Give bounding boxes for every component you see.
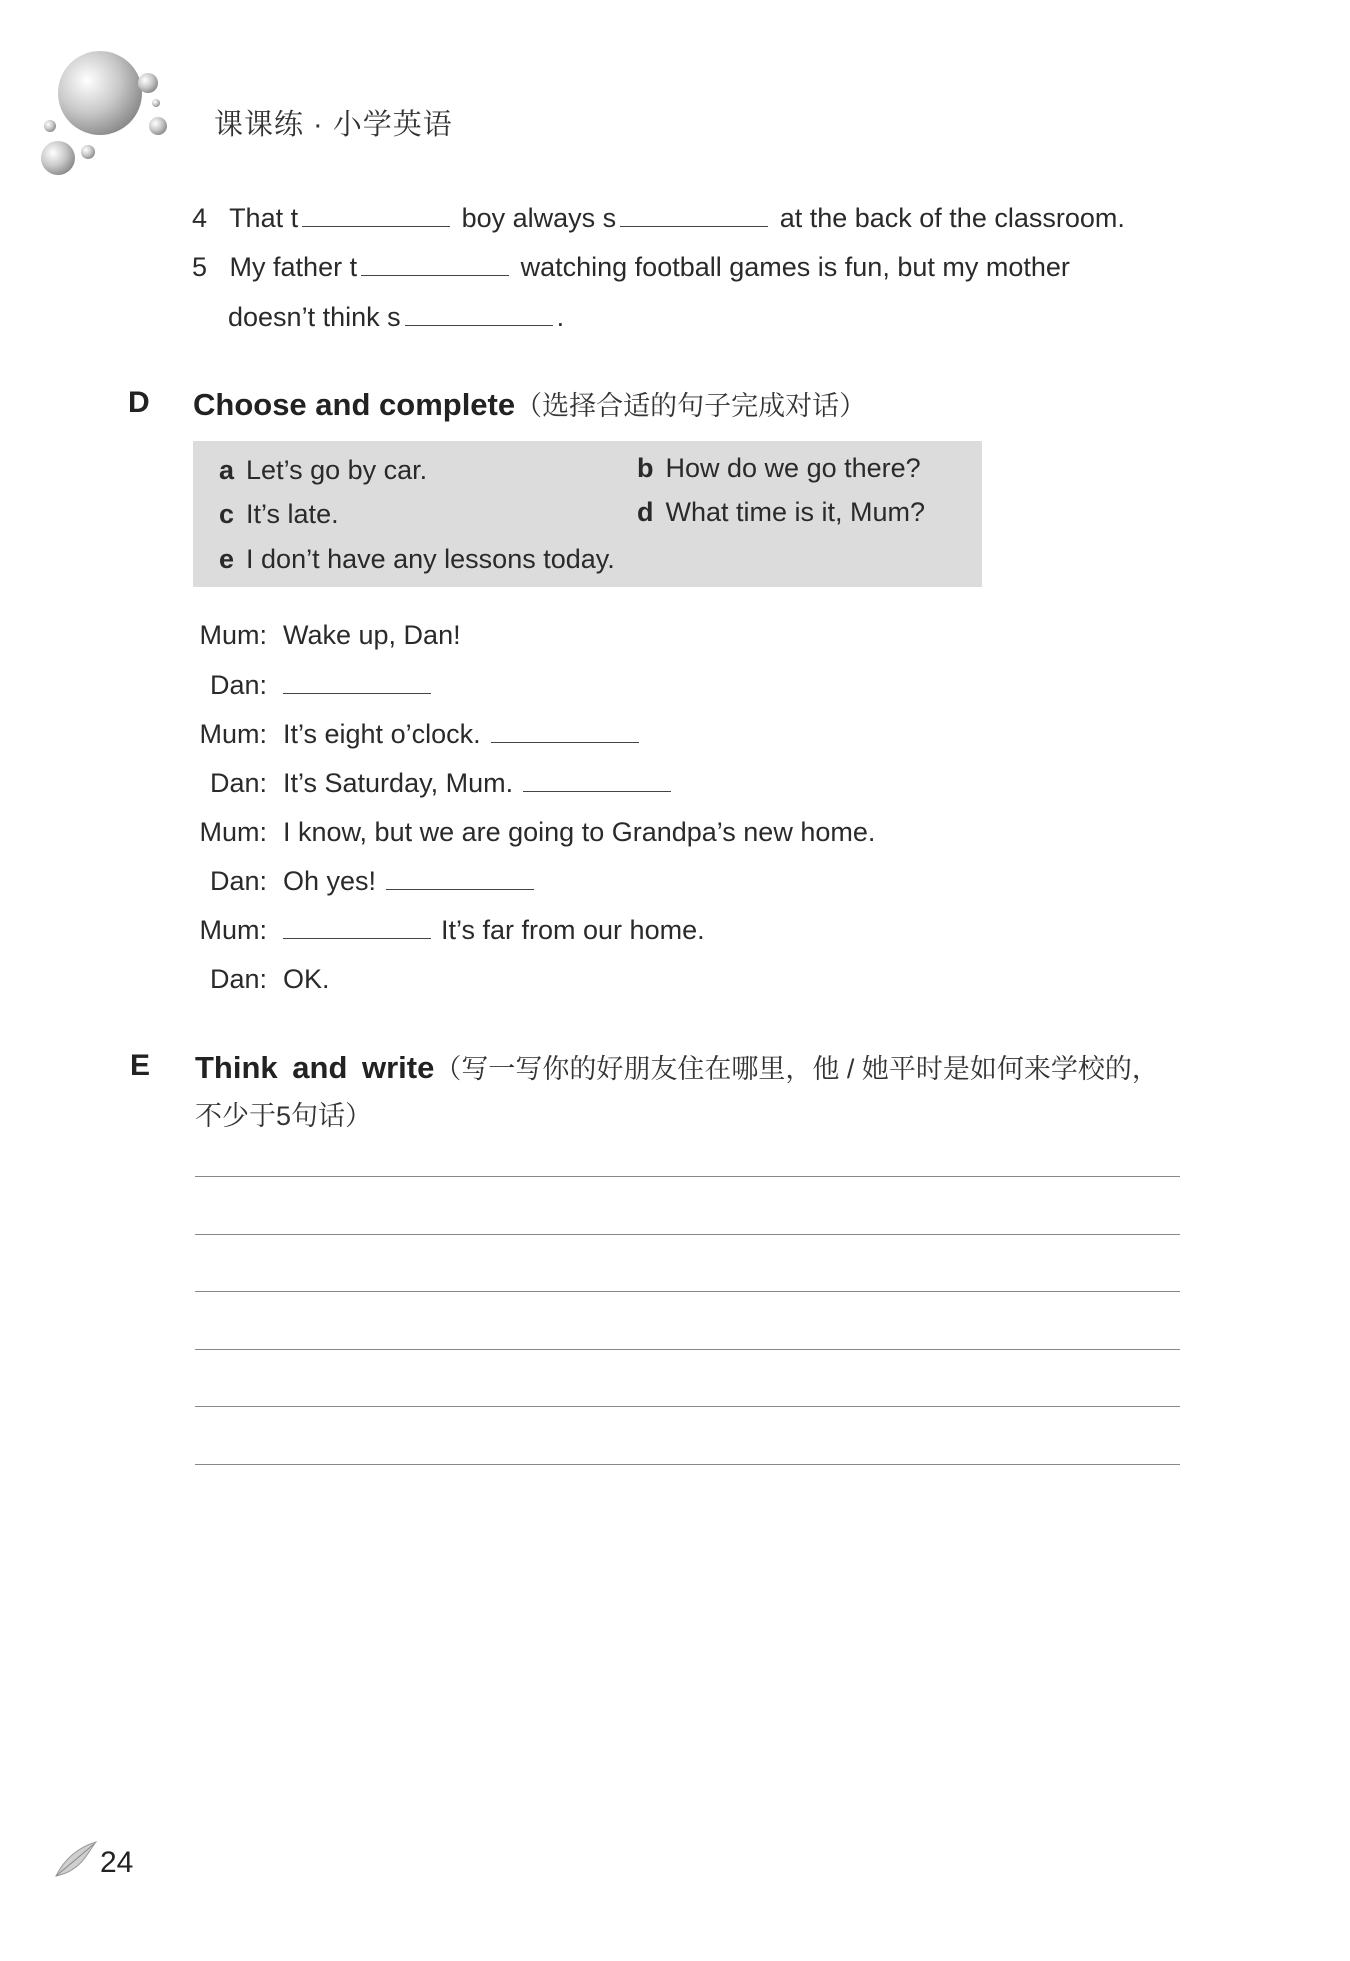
writing-line[interactable] xyxy=(195,1291,1180,1292)
item-text: . xyxy=(556,302,565,332)
dialogue-speaker: Dan: xyxy=(209,866,267,896)
item-number: 4 xyxy=(192,203,208,233)
answer-blank[interactable] xyxy=(283,937,431,939)
dialogue-line: Wake up, Dan! xyxy=(283,620,461,650)
option-b: b How do we go there? xyxy=(637,453,921,483)
dialogue-line: It’s Saturday, Mum. xyxy=(283,768,675,799)
dialogue-speaker: Dan: xyxy=(209,768,267,798)
option-c: c It’s late. xyxy=(219,499,339,529)
item-text: watching football games is fun, but my mother xyxy=(520,252,1070,282)
item-text: That t xyxy=(229,203,299,233)
item-5 xyxy=(192,252,1070,283)
bubbles-decoration-icon xyxy=(30,48,180,188)
item-text: My father t xyxy=(229,252,358,282)
writing-line[interactable] xyxy=(195,1176,1180,1177)
answer-blank[interactable] xyxy=(405,324,553,326)
section-e-note-2: 不少于5句话） xyxy=(195,1101,373,1131)
page-number: 24 xyxy=(100,1846,134,1879)
writing-line[interactable] xyxy=(195,1464,1180,1465)
header-title: 课课练 · 小学英语 xyxy=(214,109,453,141)
dialogue-speaker: Mum: xyxy=(199,817,267,847)
feather-icon xyxy=(54,1838,98,1878)
item-4 xyxy=(192,203,1125,234)
dialogue-line: Oh yes! xyxy=(283,866,538,897)
answer-blank[interactable] xyxy=(491,741,639,743)
item-number: 5 xyxy=(192,252,208,282)
options-box xyxy=(193,441,982,587)
item-text: boy always s xyxy=(461,203,617,233)
dialogue-line: OK. xyxy=(283,964,330,994)
dialogue-speaker: Mum: xyxy=(199,915,267,945)
section-e-note-1: （写一写你的好朋友住在哪里，他 / 她平时是如何来学校的， xyxy=(434,1054,1159,1084)
section-e-title: Think and write xyxy=(195,1050,435,1085)
dialogue-line: I know, but we are going to Grandpa’s new home. xyxy=(283,817,876,847)
dialogue-line xyxy=(283,670,435,701)
dialogue-speaker: Mum: xyxy=(199,620,267,650)
section-d-letter: D xyxy=(128,386,150,419)
option-d: d What time is it, Mum? xyxy=(637,497,926,527)
answer-blank[interactable] xyxy=(302,225,450,227)
answer-blank[interactable] xyxy=(620,225,768,227)
item-text: doesn’t think s xyxy=(228,302,401,332)
dialogue-speaker: Dan: xyxy=(209,964,267,994)
writing-line[interactable] xyxy=(195,1234,1180,1235)
answer-blank[interactable] xyxy=(386,888,534,890)
option-e: e I don’t have any lessons today. xyxy=(219,544,615,574)
section-e-heading xyxy=(195,1047,1159,1086)
section-d-heading xyxy=(193,384,866,423)
item-text: at the back of the classroom. xyxy=(779,203,1125,233)
option-a: a Let’s go by car. xyxy=(219,455,428,485)
dialogue-speaker: Dan: xyxy=(209,670,267,700)
section-e-letter: E xyxy=(130,1049,151,1082)
dialogue-line: It’s eight o’clock. xyxy=(283,719,643,750)
section-d-title: Choose and complete xyxy=(193,387,516,422)
section-d-note: （选择合适的句子完成对话） xyxy=(515,391,867,421)
dialogue-line: It’s far from our home. xyxy=(283,915,705,946)
writing-line[interactable] xyxy=(195,1406,1180,1407)
answer-blank[interactable] xyxy=(283,692,431,694)
dialogue-speaker: Mum: xyxy=(199,719,267,749)
answer-blank[interactable] xyxy=(523,790,671,792)
writing-line[interactable] xyxy=(195,1349,1180,1350)
answer-blank[interactable] xyxy=(361,274,509,276)
item-5-continued xyxy=(228,302,564,333)
